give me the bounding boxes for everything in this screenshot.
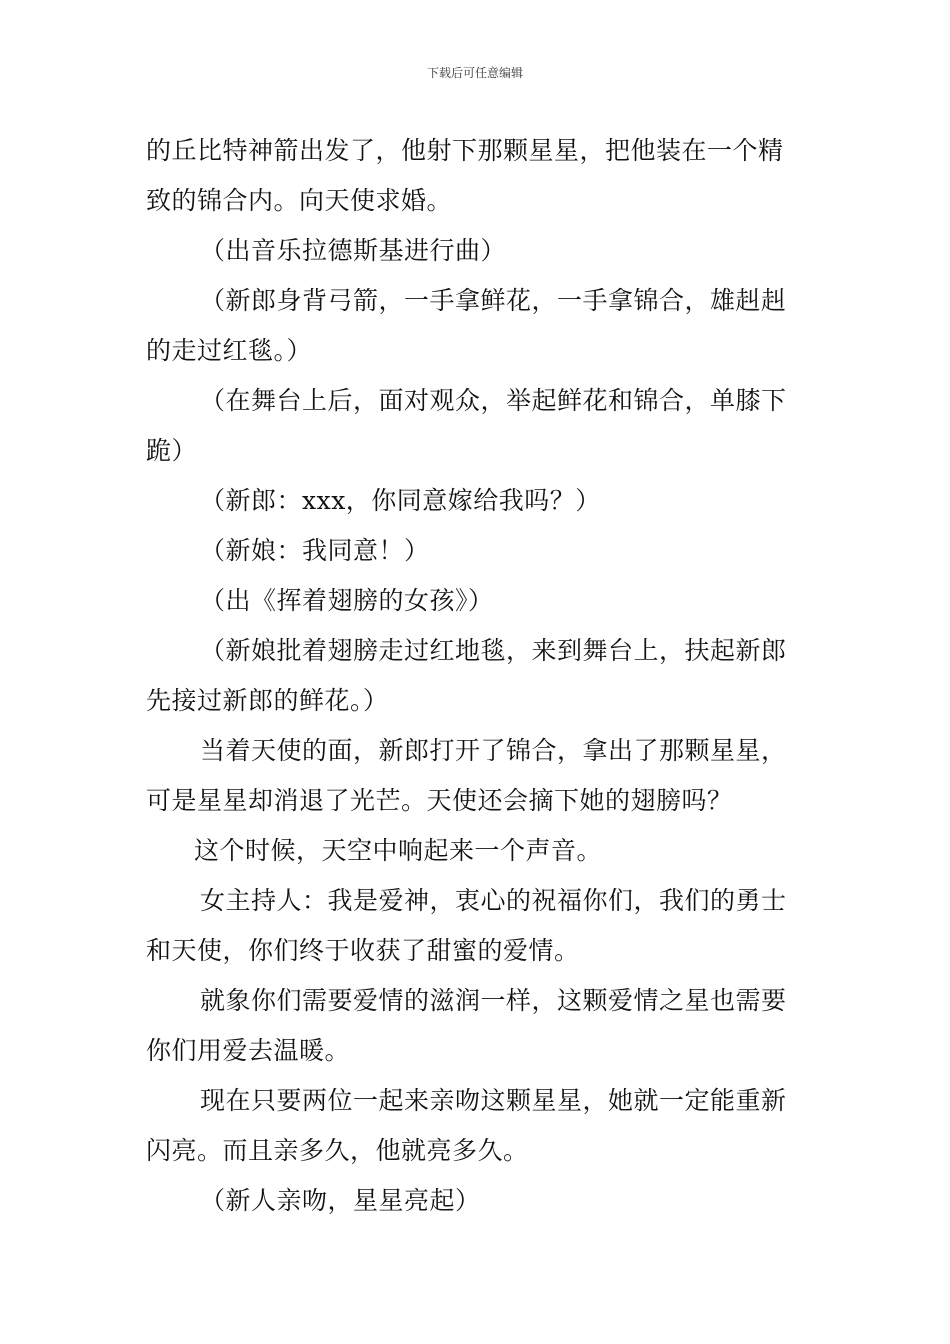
page-header: 下载后可任意编辑 [426, 66, 523, 80]
text-line: 当着天使的面，新郎打开了锦合，拿出了那颗星星， [200, 736, 787, 765]
text-line: （出音乐拉德斯基进行曲） [200, 236, 507, 265]
text-line: 和天使，你们终于收获了甜蜜的爱情。 [146, 936, 580, 965]
text-line: 女主持人：我是爱神，衷心的祝福你们，我们的勇士 [200, 886, 787, 915]
text-line: 可是星星却消退了光芒。天使还会摘下她的翅膀吗？ [146, 786, 733, 815]
text-line: 你们用爱去温暖。 [146, 1036, 351, 1065]
text-line: （新郎身背弓箭，一手拿鲜花，一手拿锦合，雄赳赳 [200, 286, 787, 315]
text-line: （新人亲吻，星星亮起） [200, 1186, 481, 1215]
text-line: 致的锦合内。向天使求婚。 [146, 186, 453, 215]
text-line: 这个时候，天空中响起来一个声音。 [194, 836, 603, 865]
text-line: （在舞台上后，面对观众，举起鲜花和锦合，单膝下 [200, 386, 787, 415]
text-line: 现在只要两位一起来亲吻这颗星星，她就一定能重新 [200, 1086, 787, 1115]
text-line: （新娘批着翅膀走过红地毯，来到舞台上，扶起新郎 [200, 636, 787, 665]
text-line: 的丘比特神箭出发了，他射下那颗星星，把他装在一个精 [146, 136, 784, 165]
text-line: （出《挥着翅膀的女孩》） [200, 586, 494, 615]
text-line: 的走过红毯。） [146, 336, 313, 365]
text-line: 跪） [146, 436, 198, 465]
text-line: （新娘：我同意！） [200, 536, 430, 565]
document-body [146, 126, 808, 1226]
text-line: 就象你们需要爱情的滋润一样，这颗爱情之星也需要 [200, 986, 787, 1015]
text-line: 先接过新郎的鲜花。） [146, 686, 389, 715]
text-line: （新郎：xxx，你同意嫁给我吗？） [200, 486, 601, 515]
text-line: 闪亮。而且亲多久，他就亮多久。 [146, 1136, 529, 1165]
